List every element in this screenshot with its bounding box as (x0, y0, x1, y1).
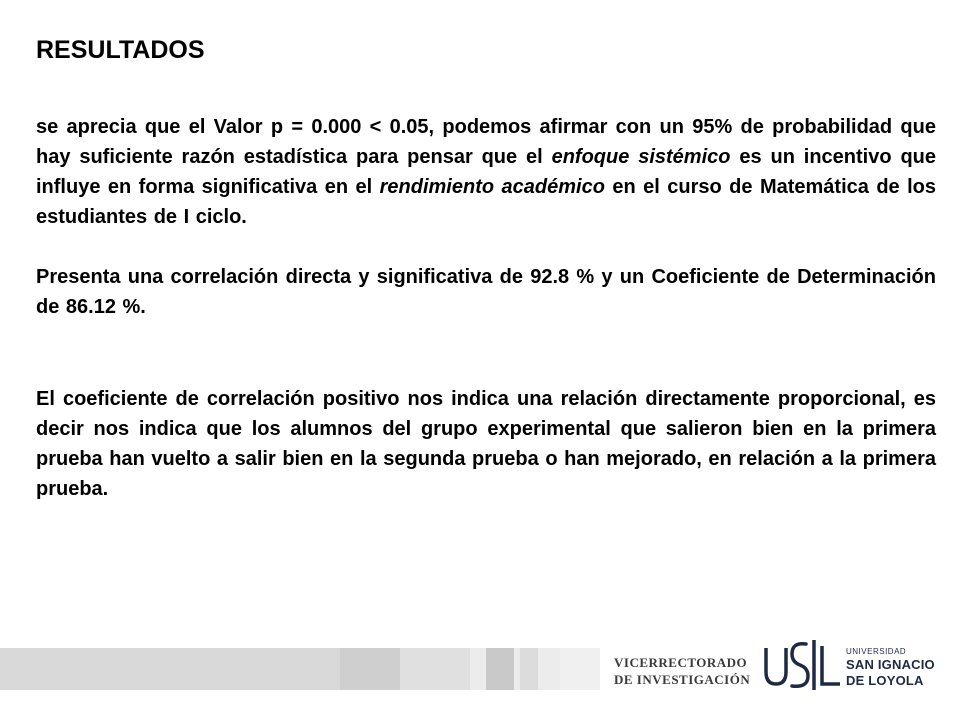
university-line-2: DE LOYOLA (846, 673, 924, 688)
paragraph-p-value-text-3: en el curso de Matemática de los estudiantes de I ciclo. (36, 176, 936, 228)
vicerrectorado-line-1: VICERRECTORADO (614, 655, 748, 670)
paragraph-p-value-italic-1: enfoque sistémico (551, 146, 731, 168)
university-line-1: SAN IGNACIO (846, 657, 935, 672)
vicerrectorado-line-2: DE INVESTIGACIÓN (614, 672, 751, 687)
paragraph-p-value-text-1: se aprecia que el Valor p = 0.000 < 0.05, podemos afirmar con un 95% de probabilidad que hay suficiente razón estadística para pensar que el (36, 116, 936, 168)
footer-decor-block (560, 648, 600, 690)
paragraph-p-value (36, 112, 936, 232)
footer-decor-block (486, 648, 514, 690)
paragraph-p-value-text-2: es un incentivo que influye en forma significativa en el (36, 146, 937, 198)
usil-logo-icon (762, 634, 842, 696)
university-small-label: UNIVERSIDAD (846, 647, 907, 656)
slide-title: RESULTADOS (36, 36, 205, 64)
vicerrectorado-label (614, 654, 750, 688)
footer-decor-block (520, 648, 538, 690)
paragraph-coefficient: El coeficiente de correlación positivo nos indica una relación directamente proporcional, es decir nos indica que los alumnos del grupo experimental que salieron bien en la primera prueba han vuelto a salir bien en la segunda prueba o han mejorado, en relación a la primera prueba. (36, 388, 936, 500)
results-content (36, 112, 936, 504)
university-name (846, 646, 935, 689)
paragraph-p-value-italic-2: rendimiento académico (379, 176, 605, 198)
paragraph-correlation: Presenta una correlación directa y significativa de 92.8 % y un Coeficiente de Determinación de 86.12 %. (36, 266, 936, 318)
